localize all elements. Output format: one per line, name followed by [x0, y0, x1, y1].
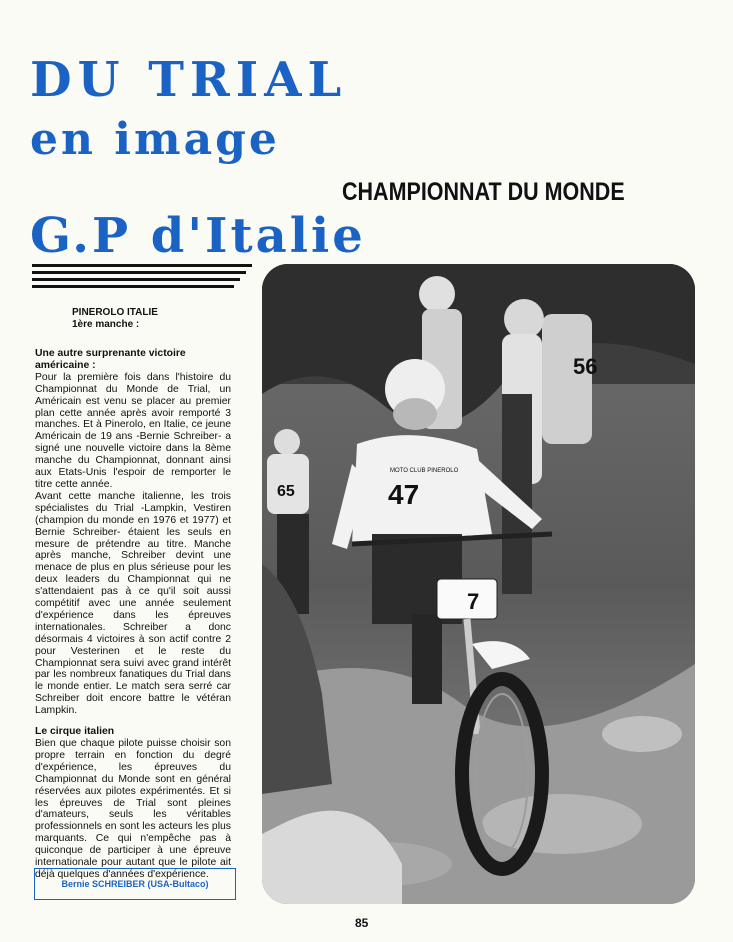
photo-caption: Bernie SCHREIBER (USA-Bultaco) [34, 868, 236, 900]
article-body [35, 348, 231, 881]
page-number: 85 [355, 916, 369, 930]
championship-heading: CHAMPIONNAT DU MONDE [342, 178, 625, 206]
club-name: MOTO CLUB PINEROLO [390, 468, 459, 474]
rider-photo [262, 264, 695, 904]
dateline-place: PINEROLO ITALIE [72, 307, 158, 318]
bib-right: 56 [573, 354, 598, 379]
article-paragraph-3: Bien que chaque pilote puisse choisir son propre terrain en fonction du degré d'expérience, les épreuves du Championnat du Monde sont en général réservées aux pilotes expérimentés. Et si les épreuves de Trial sont pleines d'amateurs, seuls les véritables professionnels en sont les acteurs les plus marquants. Ce qui n'empêche pas à quiconque de participer à une épreuve internationale pour autant que le pilote ait déjà quelques d'années d'expérience. [35, 738, 231, 880]
rider-bib-number: 47 [388, 479, 420, 510]
article-paragraph-2: Avant cette manche italienne, les trois spécialistes du Trial -Lampkin, Vestiren (champion du monde en 1976 et 1977) et Bernie Schreiber- étaient les seuls en mesure de prétendre au titre. Manche après manche, Schreiber devint une menace de plus en plus sérieuse pour les deux leaders du Championnat qui ne s'attendaient pas à ce qu'il soit aussi compétitif avec une année seulement d'expérience dans les épreuves internationales. Schreiber a donc désormais 4 victoires à son actif contre 2 pour Vesterinen et le reste du Championnat sera suivi avec grand intérêt par les nombreux fanatiques du Trial dans le monde entier. Le match sera serré car Schreiber doit encore battre le vétéran Lampkin. [35, 490, 231, 717]
dateline [72, 307, 158, 331]
bike-plate-number: 7 [467, 589, 480, 614]
bib-left: 65 [277, 483, 295, 500]
rider-photo-illustration [262, 264, 695, 904]
article-heading-1: Une autre surprenante victoire américaine : [35, 348, 186, 371]
dateline-round: 1ère manche : [72, 319, 140, 330]
title-line-1: DU TRIAL [30, 52, 348, 108]
article-paragraph-1: Pour la première fois dans l'histoire du Championnat du Monde de Trial, un Américain est venu se placer au premier plan cette année après avoir remporté 3 manches. Et à Pinerolo, en Italie, ce jeune Américain de 19 ans -Bernie Schreiber- a signé une nouvelle victoire dans la 8ème manche du Championnat, donnant ainsi aux Etats-Unis l'espoir de remporter le titre cette année. [35, 371, 231, 490]
title-line-2: en image [30, 114, 280, 165]
article-heading-2: Le cirque italien [35, 726, 115, 738]
title-line-3: G.P d'Italie [30, 208, 366, 264]
decorative-stripes [32, 264, 252, 292]
